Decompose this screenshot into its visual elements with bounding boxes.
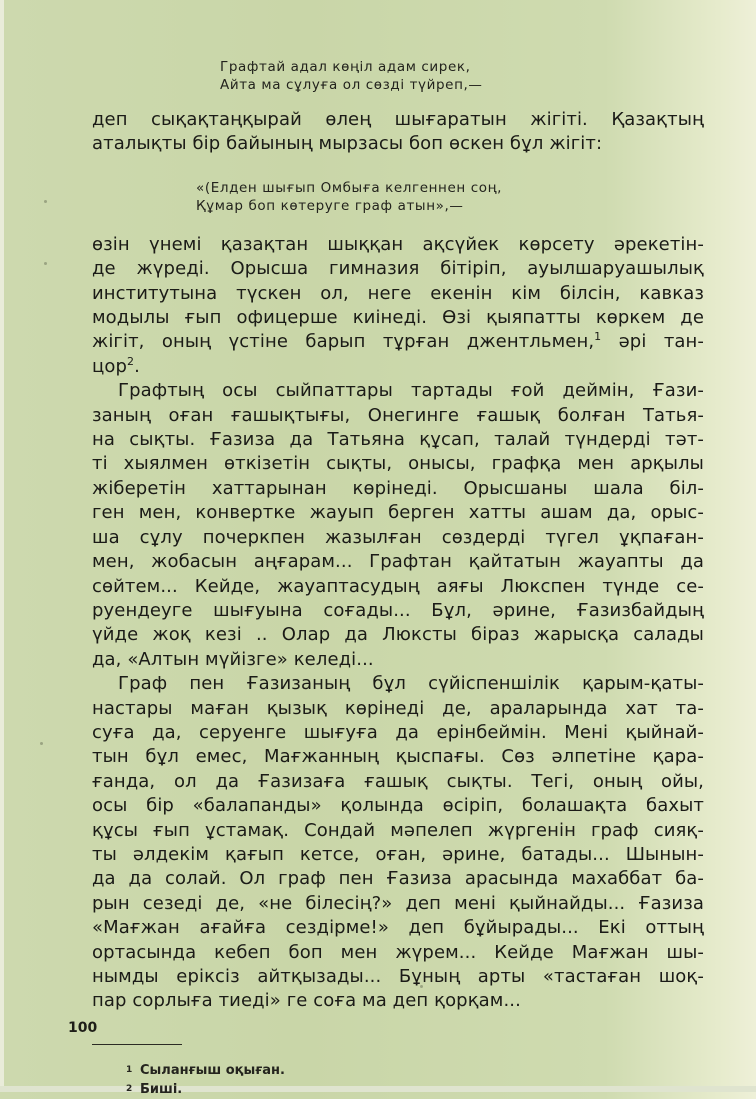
text-line: жіберетін хаттарынан көрінеді. Орысшаны шала біл- [92,477,704,499]
paragraph-2 [92,379,704,672]
verse-top [220,58,704,94]
book-page [92,58,704,1099]
text-line: сөйтем... Кейде, жауаптасудың аяғы Люкспен түнде се- [92,575,704,597]
text-line: модылы ғып офицерше киінеді. Өзі қыяпатты көркем де [92,307,704,329]
text-line: мен, жобасын аңғарам... Графтан қайтатын жауапты да [92,551,704,573]
text-line: да, «Алтын мүйізге» келеді... [92,648,374,670]
text-fragment: цор [92,355,127,377]
verse-line: Графтай адал көңіл адам сирек, [220,59,471,75]
text-line [92,355,704,379]
text-line: де жүреді. Орысша гимназия бітіріп, ауылшаруашылық [92,258,704,280]
verse-middle [196,179,704,215]
footnotes [126,1061,704,1099]
footnote-divider [92,1044,182,1045]
text-line: тын бұл емес, Мағжанның қыспағы. Сөз әлпетіне қара- [92,746,704,768]
text-line: ша сұлу почеркпен жазылған сөздерді түгел ұқпаған- [92,526,704,548]
text-line [92,330,704,354]
text-line: ты әлдекім қағып кетсе, оған, әрине, батады... Шынын- [92,843,704,865]
text-line: ті хыялмен өткізетін сықты, онысы, графқа мен арқылы [92,453,704,475]
text-fragment: әрі тан- [601,331,704,353]
scan-speck [44,262,47,265]
text-line: аталықты бір байының мырзасы боп өскен бұл жігіт: [92,133,603,155]
footnote-ref-2[interactable]: 2 [127,354,135,368]
footnote-mark: 2 [126,1083,133,1094]
scan-speck [44,200,47,203]
footnote-ref-1[interactable]: 1 [594,330,602,344]
page-left-edge [0,0,4,1092]
text-line: рын сезеді де, «не білесің?» деп мені қыйнайды... Ғазиза [92,892,704,914]
page-number: 100 [68,1020,98,1036]
text-line: настары маған қызық көрінеді де, араларында хат та- [92,697,704,719]
paragraph-1 [92,233,704,379]
text-fragment: . [134,355,140,377]
footnote-mark: 1 [126,1064,133,1075]
scan-speck [40,742,43,745]
text-line: заның оған ғашықтығы, Онегинге ғашық болған Татья- [92,404,704,426]
text-line: деп сықақтаңқырай өлең шығаратын жігіті. Қазақтың [92,109,704,130]
paragraph-intro [92,108,704,157]
text-line: на сықты. Ғазиза да Татьяна құсап, талай түндерді тәт- [92,429,704,451]
text-line: институтына түскен ол, неге екенін кім білсін, кавказ [92,282,704,304]
text-line: суға да, серуенге шығуға да ерінбеймін. Мені қыйнай- [92,721,704,743]
text-line: Графтың осы сыйпаттары тартады ғой деймін, Ғази- [118,380,704,402]
text-line: өзін үнемі қазақтан шыққан ақсүйек көрсету әрекетін- [92,233,704,255]
text-line: осы бір «балапанды» қолында өсіріп, болашақта бахыт [92,795,704,817]
footnote-text: Биші. [140,1081,183,1097]
text-line: да да солай. Ол граф пен Ғазиза арасында махаббат ба- [92,868,704,890]
footnote-2 [126,1080,704,1099]
footnote-text: Сыланғыш оқыған. [140,1062,285,1078]
text-fragment: жігіт, оның үстіне барып тұрған джентльмен, [92,331,595,353]
text-line: ғанда, ол да Ғазизаға ғашық сықты. Тегі, оның ойы, [92,770,704,792]
text-line: пар сорлыға тиеді» ге соға ма деп қорқам... [92,990,521,1012]
text-line: құсы ғып ұстамақ. Сондай мәпелеп жүргенін граф сияқ- [92,819,704,841]
verse-line: Айта ма сұлуға ол сөзді түйреп,— [220,77,483,93]
text-line: руендеуге шығуына соғады... Бұл, әрине, Ғазизбайдың [92,599,704,621]
verse-line: «(Елден шығып Омбыға келгеннен соң, [196,179,502,196]
text-line: ген мен, конвертке жауып берген хатты ашам да, орыс- [92,502,704,524]
footnote-1 [126,1061,704,1080]
text-line: «Мағжан ағайға сездірме!» деп бұйырады... Екі оттың [92,917,704,939]
paragraph-3 [92,672,704,1014]
text-line: үйде жоқ кезі .. Олар да Люксты біраз жарысқа салады [92,624,704,646]
text-line: ортасында кебеп боп мен жүрем... Кейде Мағжан шы- [92,941,704,963]
text-line: Граф пен Ғазизаның бұл сүйіспеншілік қарым-қаты- [118,673,704,695]
text-line: нымды еріксіз айтқызады... Бұның арты «тастаған шоқ- [92,966,704,987]
verse-line: Құмар боп көтеруге граф атын»,— [196,197,464,214]
